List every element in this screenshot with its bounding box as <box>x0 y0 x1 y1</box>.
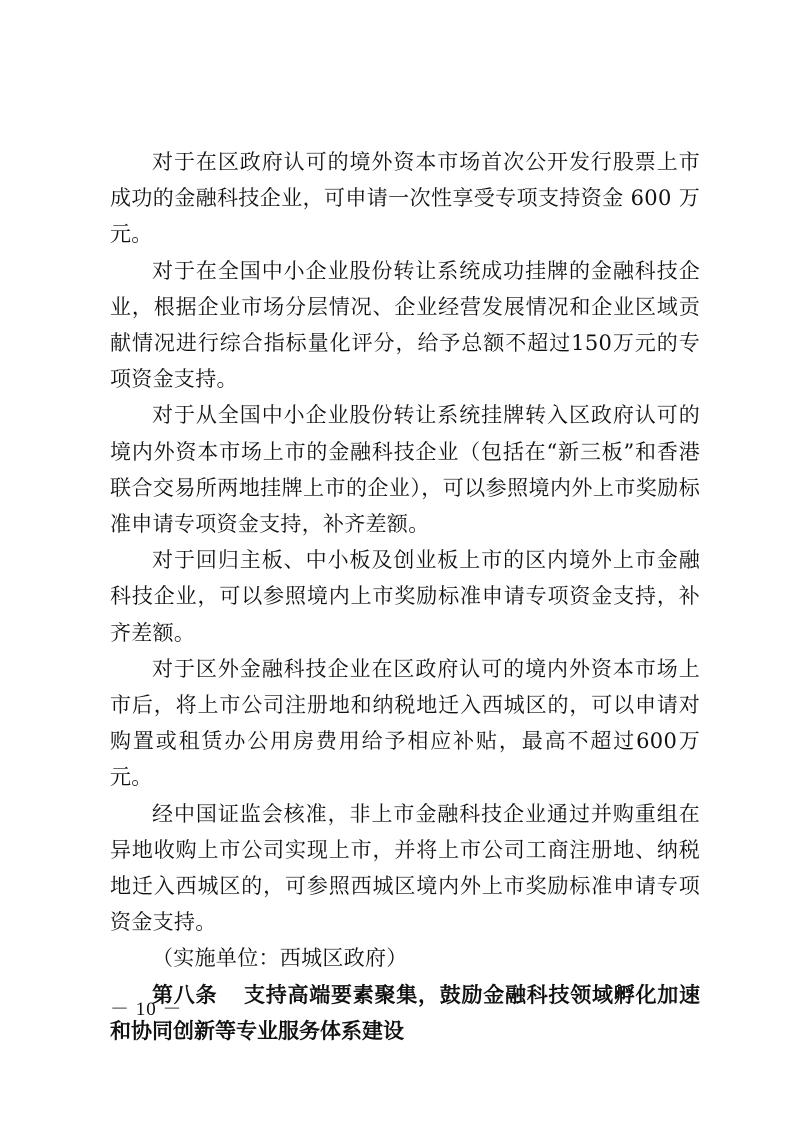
paragraph-merger-listing: 经中国证监会核准，非上市金融科技企业通过并购重组在异地收购上市公司实现上市，并将上市公司工商注册地、纳税地迁入西城区的，可参照西城区境内外上市奖励标准申请专项资金支持。 <box>110 801 700 935</box>
implementing-unit: （实施单位：西城区政府） <box>152 946 408 971</box>
article-number: 第八条 <box>152 981 218 1007</box>
paragraph-neeq-listing: 对于在全国中小企业股份转让系统成功挂牌的金融科技企业，根据企业市场分层情况、企业经营发展情况和企业区域贡献情况进行综合指标量化评分，给予总额不超过150万元的专项资金支持。 <box>110 258 700 392</box>
article-title: 支持高端要素聚集，鼓励金融科技领域孵化加速和协同创新等专业服务体系建设 <box>110 981 700 1043</box>
page-number: － 10 － <box>110 999 183 1020</box>
paragraph-overseas-ipo: 对于在区政府认可的境外资本市场首次公开发行股票上市成功的金融科技企业，可申请一次性享受专项支持资金 600 万元。 <box>110 150 700 247</box>
article-heading <box>110 977 700 1049</box>
paragraph-return-listing: 对于回归主板、中小板及创业板上市的区内境外上市金融科技企业，可以参照境内上市奖励标准申请专项资金支持，补齐差额。 <box>110 548 700 645</box>
paragraph-relocation-subsidy: 对于区外金融科技企业在区政府认可的境内外资本市场上市后，将上市公司注册地和纳税地迁入西城区的，可以申请对购置或租赁办公用房费用给予相应补贴，最高不超过600万元。 <box>110 656 700 790</box>
document-body <box>110 144 700 1049</box>
paragraph-neeq-transfer: 对于从全国中小企业股份转让系统挂牌转入区政府认可的境内外资本市场上市的金融科技企业（包括在“新三板”和香港联合交易所两地挂牌上市的企业），可以参照境内外上市奖励标准申请专项资金支持，补齐差额。 <box>110 403 700 537</box>
